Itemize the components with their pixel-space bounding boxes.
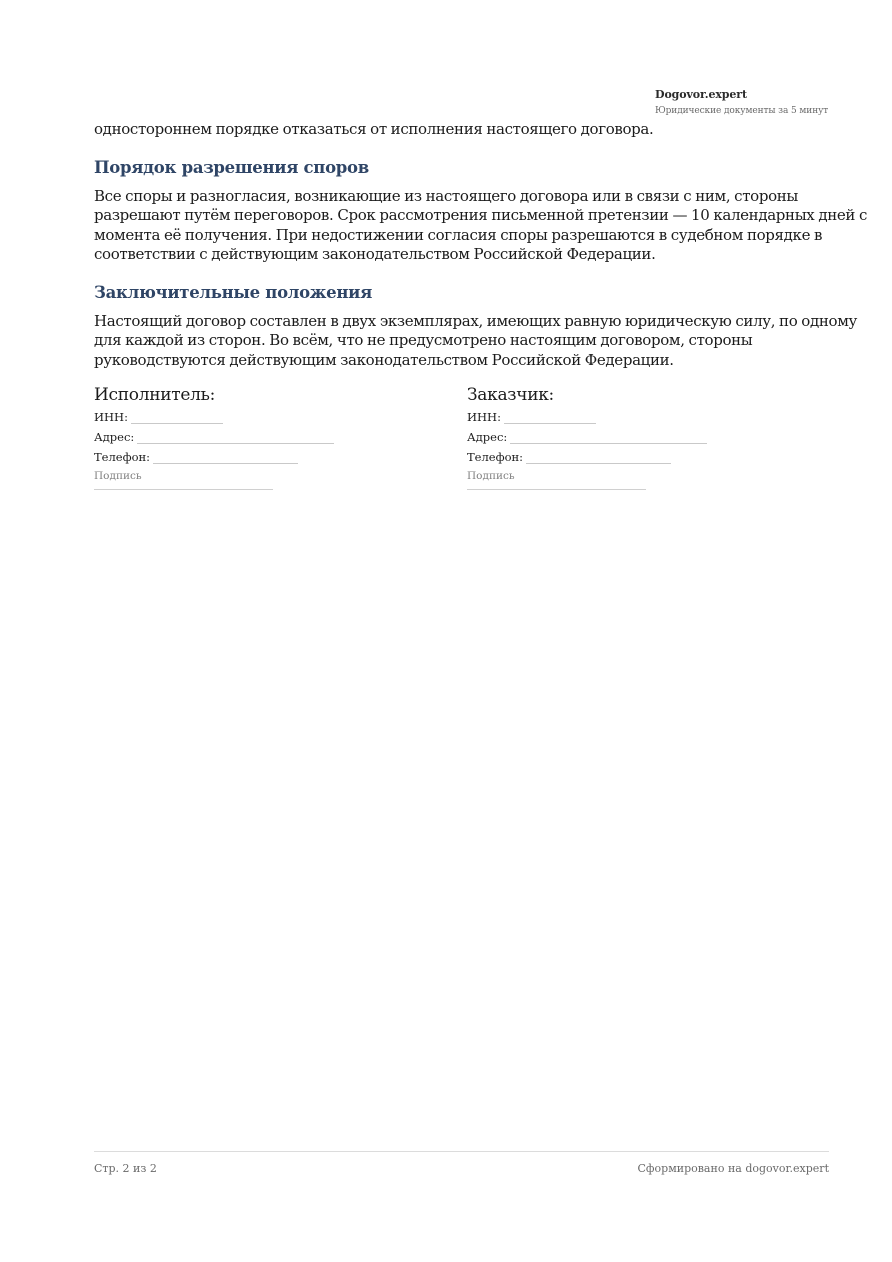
executor-phone-field [94, 450, 394, 464]
executor-party [94, 383, 394, 490]
executor-phone-label: Телефон: [94, 450, 151, 464]
generated-note: Сформировано на dogovor.expert [637, 1162, 829, 1175]
page-number: Стр. 2 из 2 [94, 1162, 157, 1175]
footer-divider [94, 1151, 829, 1152]
brand-name: Dogovor.expert [655, 88, 747, 101]
customer-title: Заказчик: [467, 385, 554, 405]
executor-title: Исполнитель: [94, 385, 216, 405]
executor-inn-label: ИНН: [94, 410, 128, 424]
customer-phone-field [467, 450, 767, 464]
signature-block [94, 383, 869, 503]
executor-inn-line [131, 413, 223, 424]
customer-inn-line [504, 413, 596, 424]
section-body-final-provisions: Настоящий договор составлен в двух экземплярах, имеющих равную юридическую силу, по одному для каждой из сторон. Во всём, что не предусмотрено настоящим договором, стороны руководствуются действующим законодательством Российской Федерации. [94, 311, 857, 369]
customer-phone-label: Телефон: [467, 450, 524, 464]
executor-inn-field [94, 410, 394, 424]
executor-address-label: Адрес: [94, 430, 135, 444]
continuation-paragraph: одностороннем порядке отказаться от исполнения настоящего договора. [94, 120, 654, 138]
executor-sign-label: Подпись [94, 470, 142, 482]
customer-sign-label: Подпись [467, 470, 515, 482]
executor-sign-line [94, 483, 273, 490]
page-header [655, 88, 885, 118]
customer-inn-label: ИНН: [467, 410, 501, 424]
customer-address-line [510, 433, 707, 444]
section-title-disputes: Порядок разрешения споров [94, 157, 369, 177]
section-title-final-provisions: Заключительные положения [94, 282, 372, 302]
executor-address-line [137, 433, 334, 444]
customer-address-field [467, 430, 767, 444]
executor-phone-line [153, 453, 298, 464]
section-body-disputes: Все споры и разногласия, возникающие из настоящего договора или в связи с ним, стороны разрешают путём переговоров. Срок рассмотрения письменной претензии — 10 календарных дней с момента её получения. При недостижении согласия споры разрешаются в судебном порядке в соответствии с действующим законодательством Российской Федерации. [94, 186, 867, 263]
brand-tagline: Юридические документы за 5 минут [655, 106, 829, 116]
customer-address-label: Адрес: [467, 430, 508, 444]
customer-sign-line [467, 483, 646, 490]
customer-phone-line [526, 453, 671, 464]
document-body [94, 120, 869, 370]
customer-party [467, 383, 767, 490]
executor-address-field [94, 430, 394, 444]
customer-inn-field [467, 410, 767, 424]
